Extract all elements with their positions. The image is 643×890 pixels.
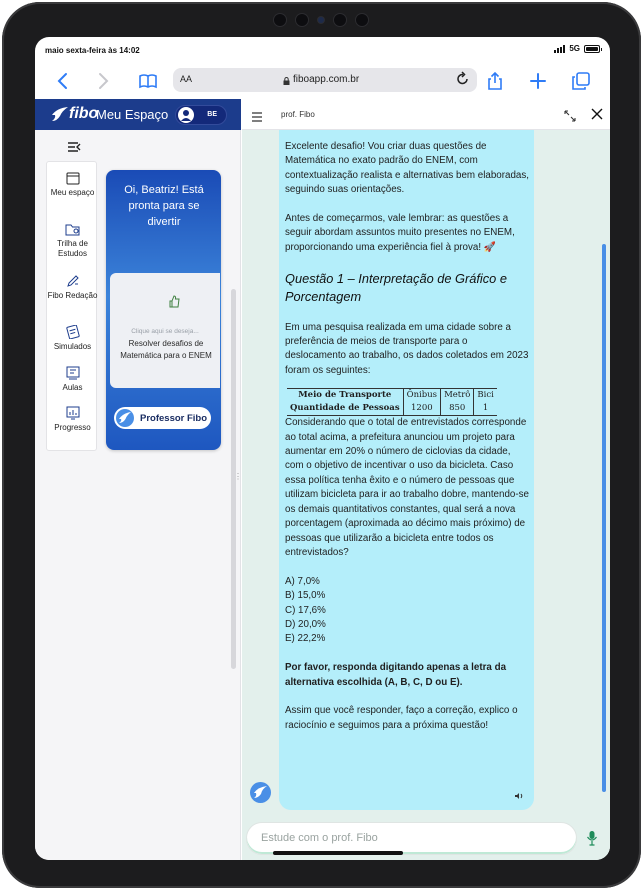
answer-options: [285, 575, 530, 647]
promo-card: [106, 170, 221, 450]
new-tab-icon[interactable]: [528, 71, 548, 91]
question-title: Questão 1 – Interpretação de Gráfico e Porcentagem: [285, 270, 507, 305]
avatar: [178, 107, 194, 123]
expand-icon[interactable]: [564, 109, 576, 127]
sidebar-panel: [35, 99, 241, 860]
sidebar-header: [35, 99, 241, 130]
chat-panel: [242, 99, 610, 860]
thumbs-up-icon: [167, 293, 181, 309]
chat-scrollbar[interactable]: [602, 244, 606, 792]
bird-icon: [51, 106, 69, 122]
camera-array: [266, 13, 376, 27]
sidebar-item-trilha[interactable]: Trilha de Estudos: [47, 223, 98, 259]
signal-icon: [554, 45, 565, 53]
chart-icon: [66, 406, 80, 420]
table-row: Meio de Transporte Ônibus Metrô Bici: [287, 389, 497, 403]
chat-header: [242, 99, 610, 130]
text-size-button[interactable]: AA: [180, 74, 193, 84]
sidebar-item-meu-espaco[interactable]: Meu espaço: [47, 172, 98, 198]
professor-fibo-button[interactable]: [114, 407, 211, 429]
suggestion-card[interactable]: [110, 273, 220, 388]
chat-title: prof. Fibo: [281, 110, 315, 119]
option-d: D) 20,0%: [285, 618, 326, 630]
sidebar-title: Meu Espaço: [96, 107, 169, 122]
professor-fibo-label: Professor Fibo: [140, 412, 208, 424]
fibo-bot-icon: [116, 409, 134, 427]
suggestion-placeholder: Clique aqui se deseja...: [131, 328, 199, 335]
option-b: B) 15,0%: [285, 590, 326, 602]
promo-greeting: Oi, Beatriz! Está pronta para se divertir: [124, 184, 204, 228]
question-problem: Considerando que o total de entrevistados corresponde ao total acima, a prefeitura anunciou um projeto para aumentar em 20% o número de ciclovias da cidade, com o objetivo de incentivar o uso da bicicleta. Caso essa política tenha êxito e o número de pessoas que utilizam bicicleta para ir ao trabalho dobre, mantendo-se os demais quantitativos constantes, qual será a nova porcentagem (aproximada ao décimo mais próximo) de pessoas que utilizarão a bicicleta entre todos os entrevistados?: [285, 417, 529, 558]
sidebar-nav: [46, 161, 97, 451]
sidebar-item-simulados[interactable]: Simulados: [47, 325, 98, 352]
folder-icon: [65, 223, 81, 236]
tablet-frame: [2, 2, 641, 888]
menu-icon[interactable]: [251, 109, 263, 127]
sidebar-item-progresso[interactable]: Progresso: [47, 406, 98, 433]
app-area: [35, 99, 610, 860]
option-a: A) 7,0%: [285, 575, 320, 587]
question-context: Em uma pesquisa realizada em uma cidade sobre a preferência de meios de transporte para o deslocamento ao trabalho, os dados coletados em 2023 foram os seguintes:: [285, 321, 529, 376]
home-indicator[interactable]: [273, 851, 403, 855]
bookmarks-icon[interactable]: [138, 71, 158, 91]
pen-icon: [66, 274, 80, 288]
collapse-sidebar-icon[interactable]: [66, 139, 82, 155]
window-icon: [66, 172, 80, 185]
microphone-icon[interactable]: [586, 830, 598, 851]
user-initials: BE: [207, 111, 217, 118]
tabs-overview-icon[interactable]: [571, 71, 591, 91]
sidebar-item-aulas[interactable]: Aulas: [47, 366, 98, 393]
url-text: fiboapp.com.br: [293, 74, 360, 85]
speaker-icon[interactable]: [514, 792, 524, 802]
data-table: [287, 388, 497, 416]
forward-icon[interactable]: [93, 71, 113, 91]
address-bar[interactable]: [173, 68, 477, 92]
lock-icon: [283, 77, 290, 85]
message-closing: Assim que você responder, faço a correção, explico o raciocínio e seguimos para a próxima questão!: [285, 705, 518, 731]
close-icon[interactable]: [591, 107, 603, 123]
battery-icon: [584, 45, 600, 53]
browser-toolbar: [35, 63, 610, 99]
fibo-logo[interactable]: fibo: [51, 105, 98, 123]
message-intro: Excelente desafio! Vou criar duas questões de Matemática no exato padrão do ENEM, com contextualização realista e alternativas bem elaboradas, seguindo suas orientações.: [285, 141, 529, 196]
option-e: E) 22,2%: [285, 633, 326, 645]
share-icon[interactable]: [485, 71, 505, 91]
assistant-message: [279, 130, 534, 810]
option-c: C) 17,6%: [285, 604, 326, 616]
sidebar-item-redacao[interactable]: Fibo Redação: [47, 274, 98, 301]
back-icon[interactable]: [53, 71, 73, 91]
suggestion-text: Resolver desafios de Matemática para o ENEM: [120, 339, 212, 360]
assistant-avatar: [250, 782, 271, 803]
user-menu-button[interactable]: [175, 105, 227, 125]
network-label: 5G: [569, 44, 580, 53]
chat-input[interactable]: [261, 832, 561, 844]
answer-instruction: Por favor, responda digitando apenas a letra da alternativa escolhida (A, B, C, D ou E).: [285, 662, 507, 688]
status-time: maio sexta-feira às 14:02: [45, 46, 140, 55]
screen: [35, 37, 610, 860]
resize-handle[interactable]: ⋮: [234, 472, 242, 481]
table-row: Quantidade de Pessoas 1200 850 1: [287, 402, 497, 416]
status-bar: [35, 37, 610, 63]
message-note: Antes de começarmos, vale lembrar: as questões a seguir abordam assuntos muito presentes no ENEM, proporcionando uma experiência fiel à prova! 🚀: [285, 213, 515, 253]
class-icon: [66, 366, 80, 380]
document-icon: [66, 325, 80, 339]
reload-icon[interactable]: [456, 71, 470, 90]
